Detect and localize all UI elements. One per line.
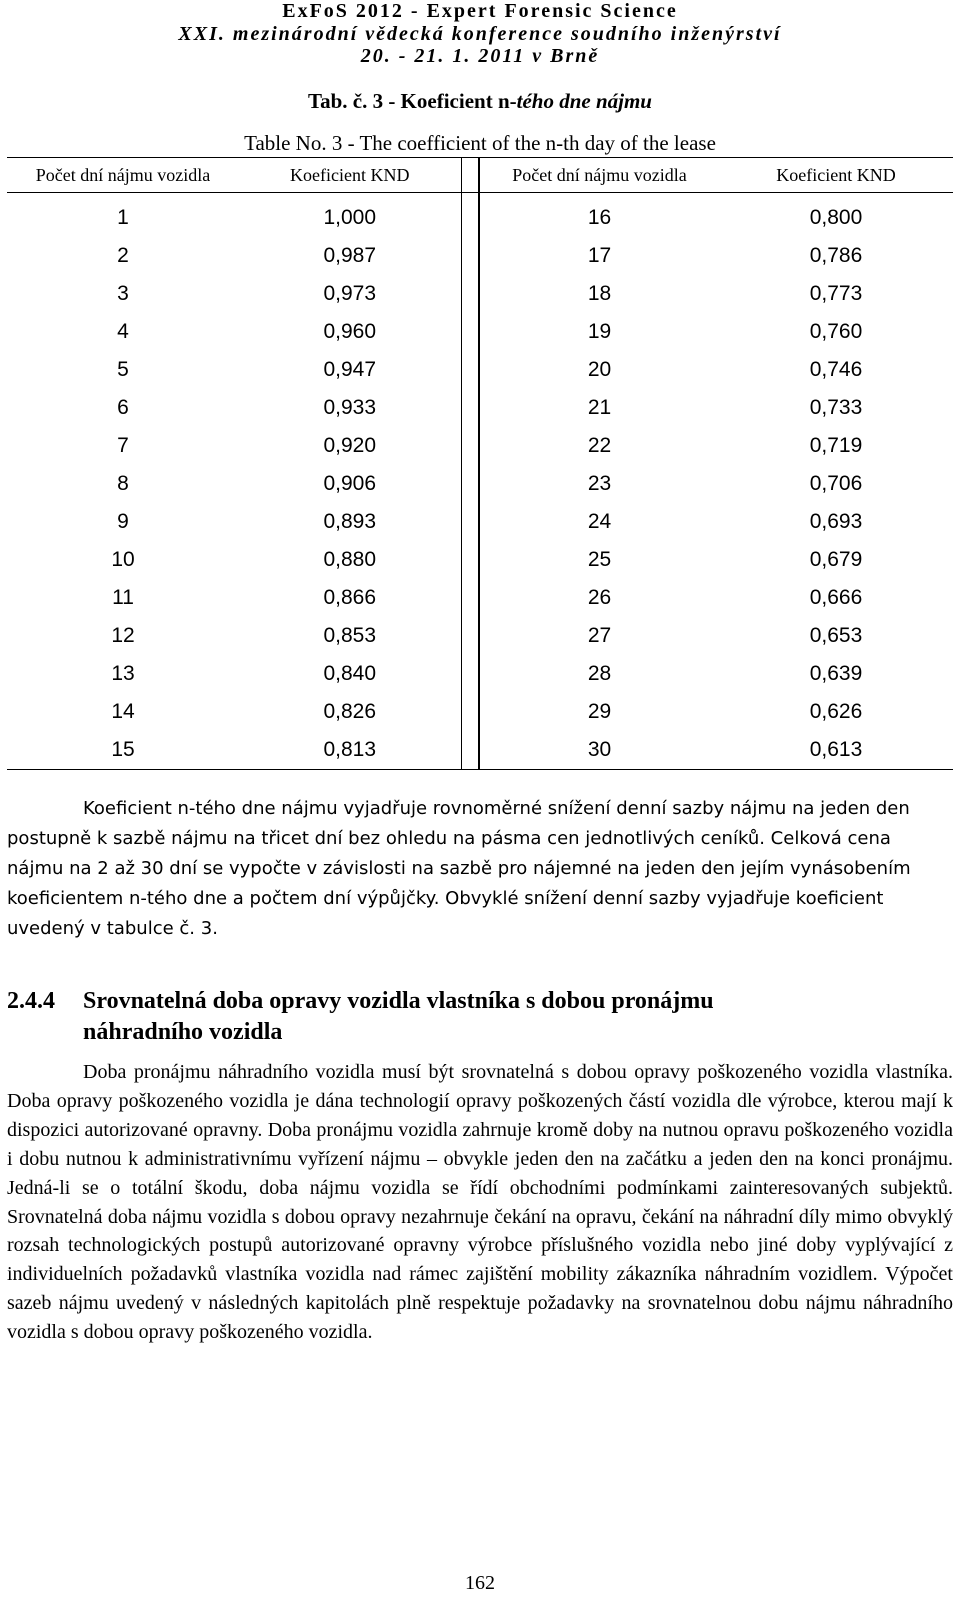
cell-days-left: 13 <box>111 662 135 685</box>
table-row <box>7 541 953 579</box>
table-row <box>7 427 953 465</box>
cell-days-right: 25 <box>587 548 612 571</box>
cell-koef-right: 0,613 <box>719 731 953 770</box>
table-row <box>7 465 953 503</box>
table-row <box>7 237 953 275</box>
paragraph-doba-pronajmu-text: Doba pronájmu náhradního vozidla musí být srovnatelná s dobou opravy poškozeného vozidla vlastníka. Doba opravy poškozeného vozidla je dána technologií opravy poškozených částí vozidla dle výrobce, kterou mají k dispozici autorizované opravny. Doba pronájmu vozidla zahrnuje kromě doby na nutnou opravu poškozeného vozidla i dobu nutnou k administrativnímu vyřízení nájmu – obvykle jeden den na začátku a jeden den na konci pronájmu. Jedná-li se o totální škodu, doba nájmu vozidla se řídí obchodními podmínkami zainteresovaných subjektů. Srovnatelná doba nájmu vozidla s dobou opravy nezahrnuje čekání na opravu, čekání na náhradní díly mimo obvyklý rozsah technologických postupů autorizované opravny výrobce příslušného vozidla nebo jiné doby vyplývající z individuelních požadavků vlastníka vozidla nad rámec zajištění mobility zákazníka náhradním vozidlem. Výpočet sazeb nájmu uvedený v následných kapitolách plně respektuje požadavky na srovnatelnou dobu nájmu náhradního vozidla s dobou opravy poškozeného vozidla. <box>7 1061 953 1344</box>
cell-koef-left: 0,840 <box>323 662 377 685</box>
cell-koef-left: 0,920 <box>323 434 377 457</box>
cell-koef-left: 0,880 <box>323 548 377 571</box>
header-days-1: Počet dní nájmu vozidla <box>7 158 239 193</box>
page-number: 162 <box>465 1572 495 1594</box>
cell-koef-right: 0,706 <box>809 472 863 495</box>
cell-days-right: 22 <box>587 434 612 457</box>
cell-koef-right: 0,653 <box>809 624 863 647</box>
header-days-2: Počet dní nájmu vozidla <box>479 158 719 193</box>
table-gap-cell <box>461 237 479 275</box>
cell-days-right: 30 <box>479 731 719 770</box>
table-gap-cell <box>461 579 479 617</box>
cell-koef-right: 0,760 <box>809 320 863 343</box>
cell-days-right: 17 <box>587 244 612 267</box>
section-heading-line-1 <box>7 986 953 1017</box>
cell-koef-right: 0,719 <box>809 434 863 457</box>
table-gap-cell <box>461 503 479 541</box>
coefficient-table <box>7 157 953 770</box>
cell-days-right: 27 <box>587 624 612 647</box>
section-heading <box>7 986 953 1048</box>
table-row <box>7 655 953 693</box>
table-gap-cell <box>461 313 479 351</box>
cell-koef-left: 1,000 <box>323 206 377 229</box>
table-row <box>7 313 953 351</box>
table-gap-cell <box>461 351 479 389</box>
table-row <box>7 389 953 427</box>
table-caption-cz-italic: tého dne nájmu <box>516 89 652 113</box>
section-number: 2.4.4 <box>7 988 55 1014</box>
cell-days-right: 20 <box>587 358 612 381</box>
cell-days-left: 9 <box>117 510 129 533</box>
paragraph-koeficient-text: Koeficient n-tého dne nájmu vyjadřuje rovnoměrné snížení denní sazby nájmu na jeden den postupně k sazbě nájmu na třicet dní bez ohledu na pásma cen jednotlivých ceníků. Celková cena nájmu na 2 až 30 dní se vypočte v závislosti na sazbě pro nájemné na jeden den jejím vynásobením koeficientem n-tého dne a počtem dní výpůjčky. Obvyklé snížení denní sazby vyjadřuje koeficient uvedený v tabulce č. 3. <box>7 798 911 939</box>
header-koef-2: Koeficient KND <box>719 158 953 193</box>
cell-days-left: 5 <box>117 358 129 381</box>
cell-koef-left: 0,853 <box>323 624 377 647</box>
cell-koef-left: 0,826 <box>323 700 377 723</box>
cell-days-right: 23 <box>587 472 612 495</box>
cell-days-left: 10 <box>111 548 135 571</box>
cell-koef-right: 0,639 <box>809 662 863 685</box>
cell-koef-left: 0,947 <box>323 358 377 381</box>
header-koef-1: Koeficient KND <box>239 158 461 193</box>
cell-koef-left: 0,893 <box>323 510 377 533</box>
cell-koef-right: 0,733 <box>809 396 863 419</box>
table-row <box>7 693 953 731</box>
table-gap-cell <box>461 389 479 427</box>
cell-days-left: 6 <box>117 396 129 419</box>
cell-days-left: 14 <box>111 700 135 723</box>
cell-days-left: 11 <box>112 586 134 609</box>
table-row <box>7 275 953 313</box>
cell-koef-left: 0,973 <box>323 282 377 305</box>
cell-days-right: 24 <box>587 510 612 533</box>
table-gap-cell <box>461 731 479 770</box>
table-gap-cell <box>461 541 479 579</box>
table-gap-cell <box>461 275 479 313</box>
cell-koef-left: 0,866 <box>323 586 377 609</box>
header-line-1: ExFoS 2012 - Expert Forensic Science <box>282 0 678 22</box>
cell-koef-right: 0,800 <box>809 206 863 229</box>
cell-koef-left: 0,813 <box>239 731 461 770</box>
cell-days-right: 28 <box>587 662 612 685</box>
table-gap-cell <box>461 193 479 238</box>
table-row <box>7 617 953 655</box>
table-gap-cell <box>461 465 479 503</box>
table-row <box>7 193 953 238</box>
cell-koef-right: 0,786 <box>809 244 863 267</box>
cell-koef-left: 0,933 <box>323 396 377 419</box>
cell-koef-right: 0,666 <box>809 586 863 609</box>
cell-days-left: 7 <box>117 434 129 457</box>
cell-days-right: 16 <box>587 206 612 229</box>
header-line-3: 20. - 21. 1. 2011 v Brně <box>360 45 600 67</box>
table-caption-cz <box>0 89 960 114</box>
table-caption-en: Table No. 3 - The coefficient of the n-th day of the lease <box>244 131 716 155</box>
cell-days-right: 18 <box>587 282 612 305</box>
cell-koef-right: 0,693 <box>809 510 863 533</box>
table-row <box>7 503 953 541</box>
table-gap-cell <box>461 427 479 465</box>
header-line-2: XXI. mezinárodní vědecká konference soudního inženýrství <box>178 22 782 45</box>
table-gap-cell <box>461 693 479 731</box>
cell-days-right: 29 <box>587 700 612 723</box>
table-gap <box>461 158 479 193</box>
cell-koef-right: 0,626 <box>809 700 863 723</box>
paragraph-doba-pronajmu <box>7 1058 953 1347</box>
cell-koef-left: 0,906 <box>323 472 377 495</box>
cell-koef-left: 0,987 <box>323 244 377 267</box>
table-body <box>7 193 953 770</box>
table-row <box>7 731 953 770</box>
cell-days-right: 21 <box>587 396 612 419</box>
table-row <box>7 351 953 389</box>
cell-days-left: 15 <box>7 731 239 770</box>
cell-koef-left: 0,960 <box>323 320 377 343</box>
section-title-line-2: náhradního vozidla <box>83 1019 283 1045</box>
cell-days-left: 12 <box>111 624 135 647</box>
cell-days-left: 1 <box>117 206 129 229</box>
conference-header <box>0 0 960 68</box>
paragraph-koeficient <box>7 794 953 944</box>
table-caption-cz-prefix: Tab. č. 3 - Koeficient n- <box>307 89 517 113</box>
cell-days-right: 26 <box>587 586 612 609</box>
cell-days-left: 3 <box>117 282 129 305</box>
cell-days-left: 2 <box>117 244 129 267</box>
cell-days-left: 4 <box>117 320 129 343</box>
cell-koef-right: 0,773 <box>809 282 863 305</box>
cell-koef-right: 0,746 <box>809 358 863 381</box>
table-header-row <box>7 158 953 193</box>
cell-days-left: 8 <box>117 472 129 495</box>
cell-koef-right: 0,679 <box>809 548 863 571</box>
cell-days-right: 19 <box>587 320 612 343</box>
table-row <box>7 579 953 617</box>
section-title-line-1: Srovnatelná doba opravy vozidla vlastníka s dobou pronájmu <box>83 988 714 1014</box>
table-gap-cell <box>461 617 479 655</box>
table-gap-cell <box>461 655 479 693</box>
